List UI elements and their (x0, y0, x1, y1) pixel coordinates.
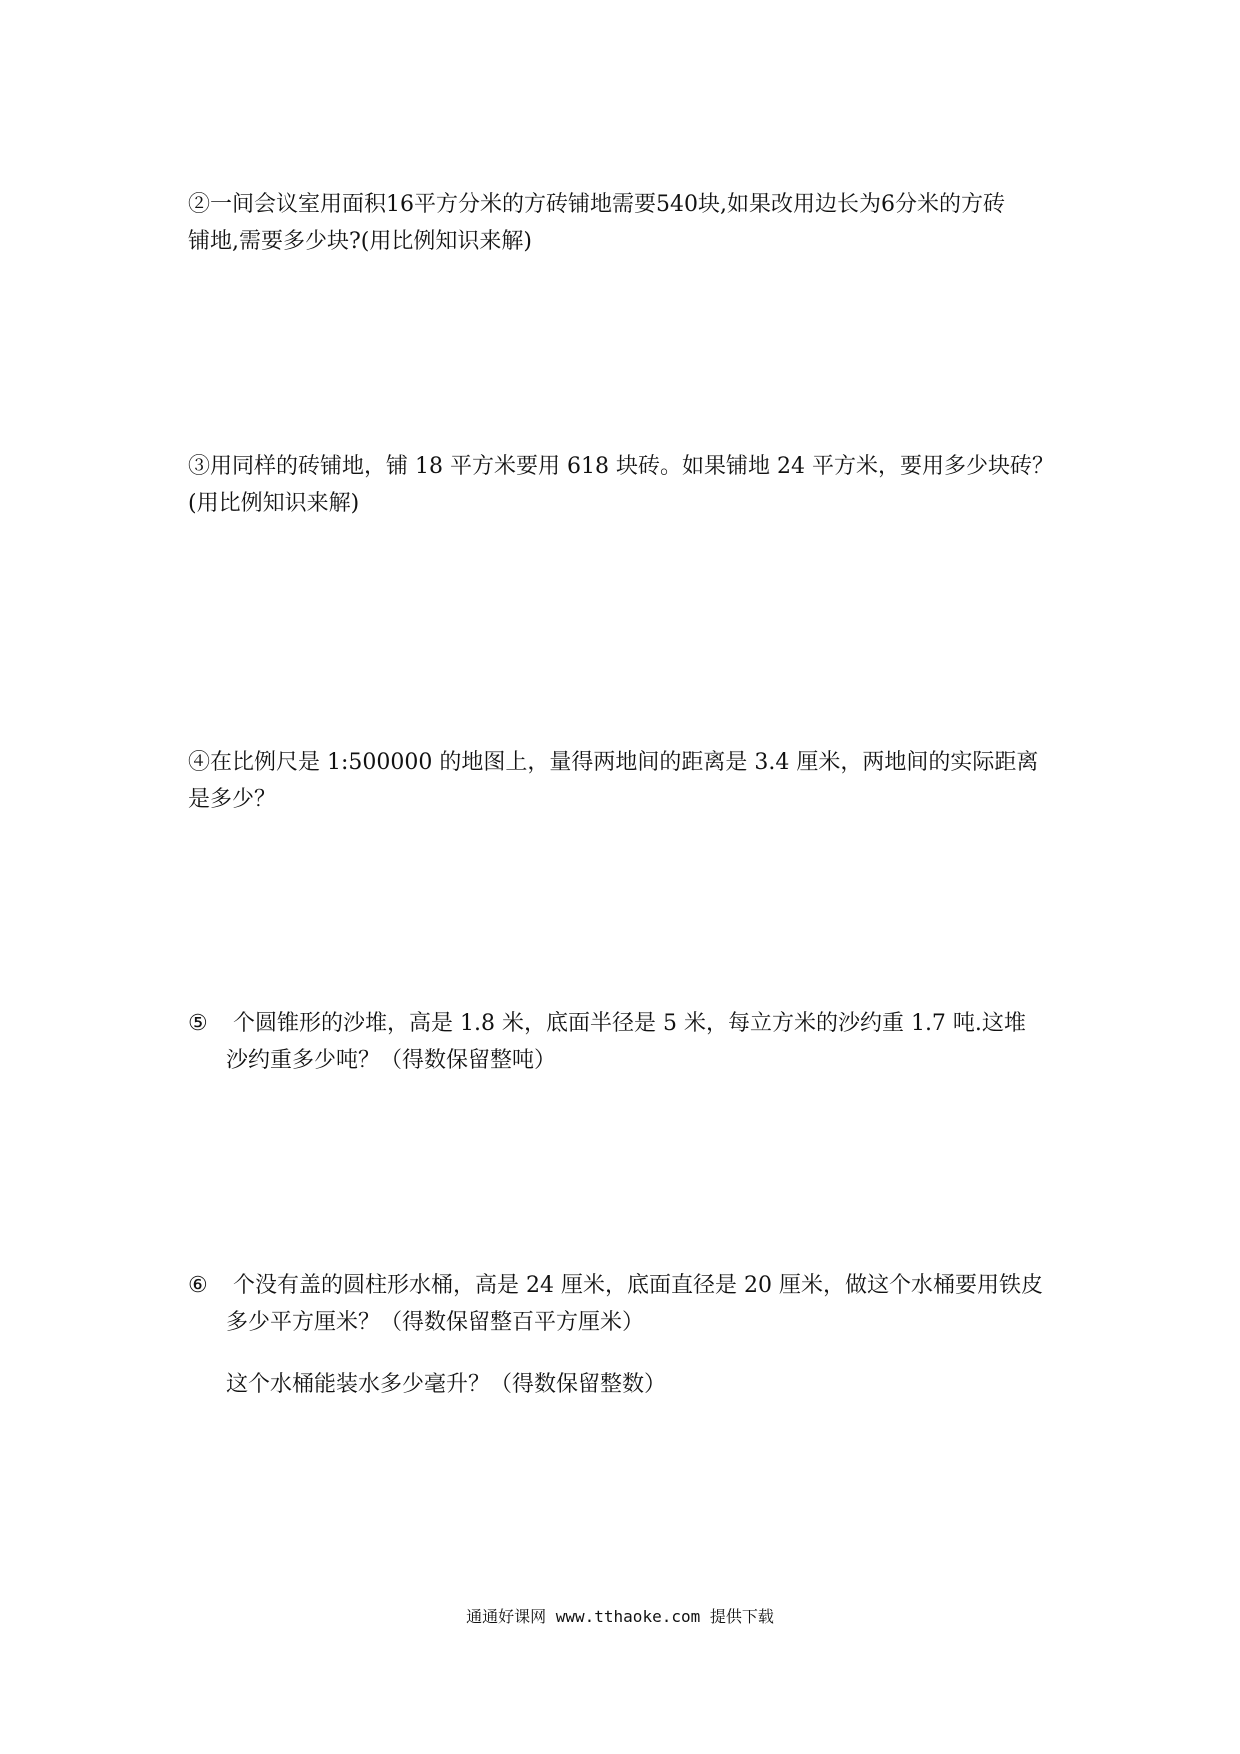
question-6-line-3: 这个水桶能装水多少毫升？（得数保留整数） (226, 1372, 667, 1397)
question-2-line-2: 铺地,需要多少块?(用比例知识来解) (188, 229, 532, 254)
question-3 (188, 448, 1128, 522)
question-4 (188, 744, 1128, 818)
question-2-line-1: ②一间会议室用面积16平方分米的方砖铺地需要540块,如果改用边长为6分米的方砖 (188, 192, 1005, 217)
question-6-line-1: 个没有盖的圆柱形水桶，高是 24 厘米，底面直径是 20 厘米，做这个水桶要用铁皮 (226, 1273, 1043, 1298)
question-5 (188, 1005, 1128, 1079)
question-5-number: ⑤ (188, 1011, 208, 1036)
question-5-line-2: 沙约重多少吨？（得数保留整吨） (226, 1048, 557, 1073)
question-4-line-2: 是多少？ (188, 787, 277, 812)
page-footer: 通通好课网 www.tthaoke.com 提供下载 (466, 1607, 774, 1626)
question-4-line-1: ④在比例尺是 1:500000 的地图上，量得两地间的距离是 3.4 厘米，两地间的实际距离 (188, 750, 1039, 775)
question-6 (188, 1267, 1128, 1341)
question-3-line-2: (用比例知识来解) (188, 491, 360, 516)
question-5-line-1: 个圆锥形的沙堆，高是 1.8 米，底面半径是 5 米，每立方米的沙约重 1.7 吨.这堆 (226, 1011, 1026, 1036)
question-2 (188, 186, 1128, 260)
question-3-line-1: ③用同样的砖铺地，铺 18 平方米要用 618 块砖。如果铺地 24 平方米，要用多少块砖？ (188, 454, 1054, 479)
question-6-line-2: 多少平方厘米？（得数保留整百平方厘米） (226, 1310, 645, 1335)
question-6-number: ⑥ (188, 1273, 208, 1298)
